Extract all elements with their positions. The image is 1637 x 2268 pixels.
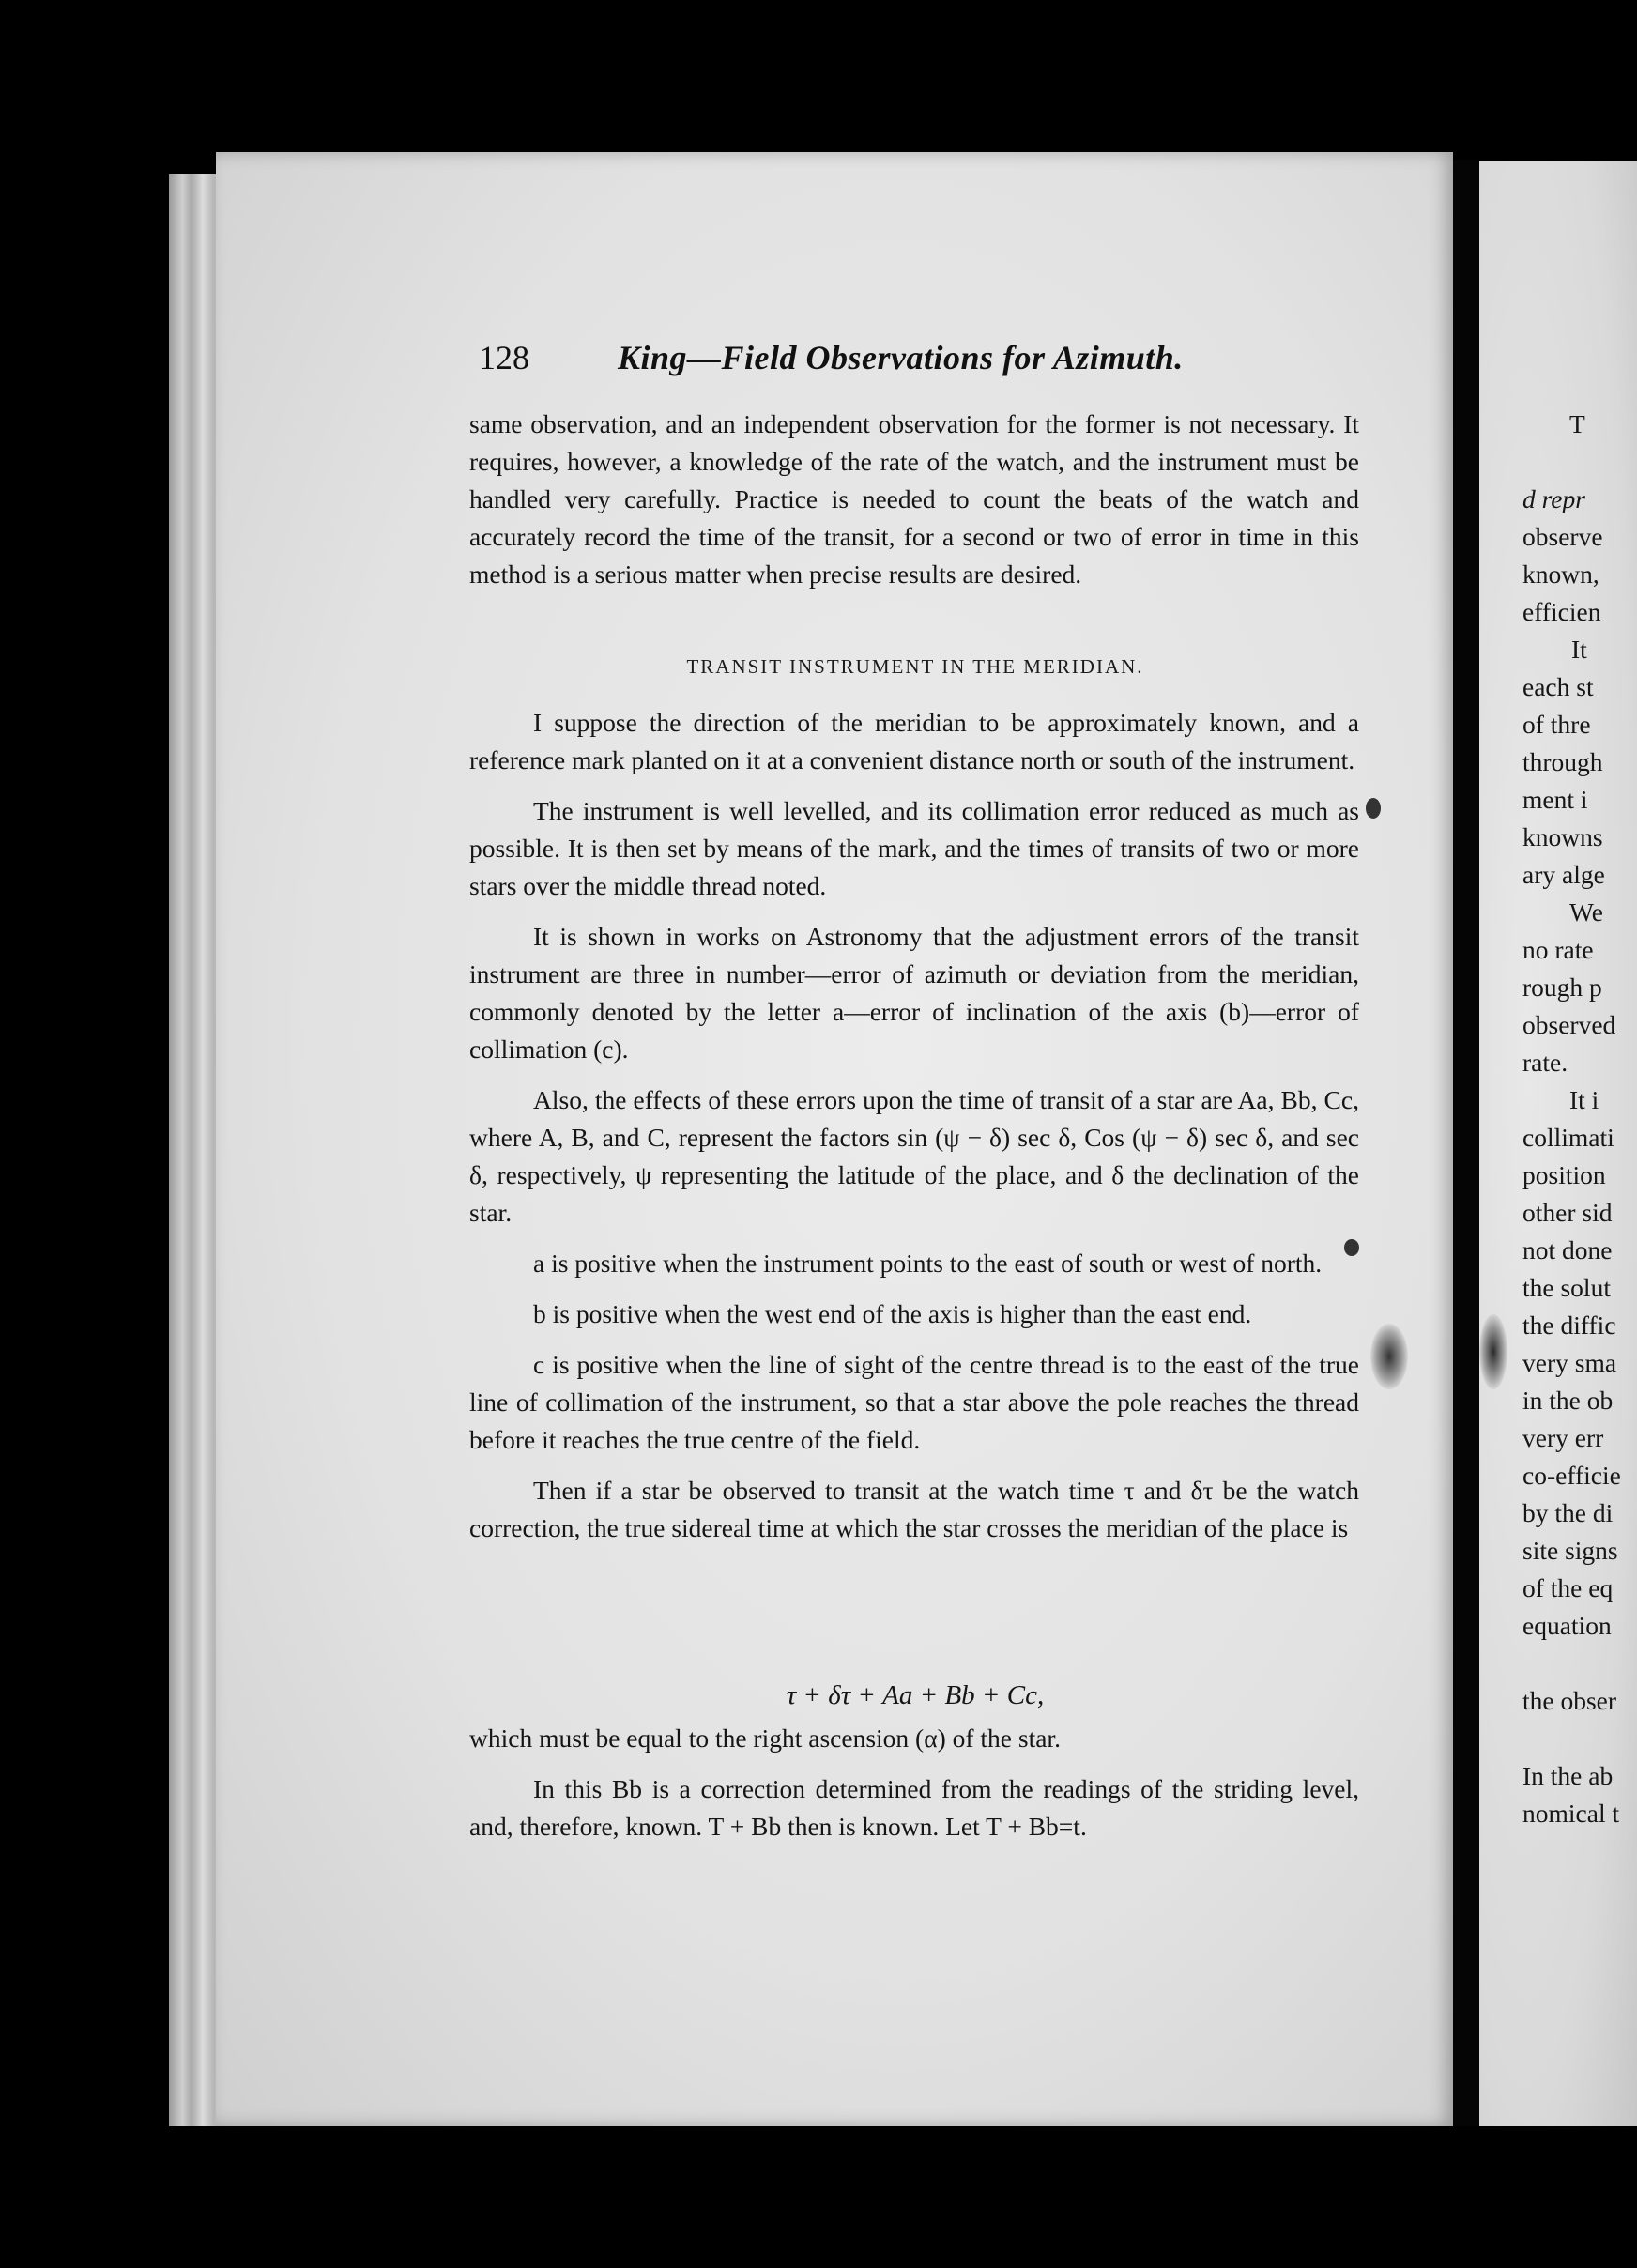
paragraph: same observation, and an independent observation for the former is not necessary. It requires, however, a knowledge of the rate of the watch, and the instrument must be handled very carefully. Practice is needed to count the beats of the watch and accurately record the time of the transit, for a second or two of error in time in this method is a serious matter when precise results are desired. (469, 409, 1359, 589)
text-line: through (1522, 747, 1603, 776)
text-line (1522, 443, 1637, 481)
text-line: not done (1522, 1235, 1613, 1264)
text-line: co-efficie (1522, 1461, 1621, 1490)
text-line: We (1569, 897, 1603, 927)
text-line: ary alge (1522, 860, 1605, 889)
ink-stain (1479, 1314, 1507, 1389)
text-line: rate. (1522, 1048, 1568, 1077)
text-block-main (469, 704, 1359, 1547)
text-line: in the ob (1522, 1386, 1614, 1415)
text-line: knowns (1522, 822, 1603, 851)
paragraph: In this Bb is a correction determined from the readings of the striding level, and, therefore, known. T + Bb then is known. Let T + Bb=t. (469, 1774, 1359, 1841)
text-line: It (1571, 635, 1587, 664)
text-line: of the eq (1522, 1573, 1614, 1602)
text-line: very sma (1522, 1348, 1617, 1377)
text-line: the diffic (1522, 1310, 1616, 1340)
text-line: rough p (1522, 973, 1602, 1002)
paragraph: Then if a star be observed to transit at the watch time τ and δτ be the watch correction, the true sidereal time at which the star crosses the meridian of the place is (469, 1476, 1359, 1542)
text-line: observed (1522, 1010, 1616, 1039)
text-line: It i (1569, 1085, 1599, 1114)
paragraph: I suppose the direction of the meridian to be approximately known, and a reference mark planted on it at a convenient distance north or south of the instrument. (469, 708, 1359, 774)
text-block-continuation (469, 406, 1359, 593)
ink-stain (1370, 1324, 1408, 1389)
text-line: the obser (1522, 1686, 1617, 1715)
text-line: the solut (1522, 1273, 1611, 1302)
text-line: other sid (1522, 1198, 1613, 1227)
running-title: King—Field Observations for Azimuth. (618, 339, 1184, 376)
text-line: observe (1522, 522, 1603, 551)
paragraph: The instrument is well levelled, and its collimation error reduced as much as possible. It is then set by means of the mark, and the times of transits of two or more stars over the middle thread noted. (469, 796, 1359, 900)
text-line (1522, 1645, 1637, 1682)
text-line: site signs (1522, 1536, 1618, 1565)
text-line (1522, 1720, 1637, 1757)
book-gutter (1453, 160, 1479, 2126)
text-line: d repr (1522, 484, 1585, 513)
paragraph: It is shown in works on Astronomy that the adjustment errors of the transit instrument are three in number—error of azimuth or deviation from the meridian, commonly denoted by the letter a—error of inclination of the axis (b)—error of collimation (c). (469, 922, 1359, 1064)
paragraph: Also, the effects of these errors upon the time of transit of a star are Aa, Bb, Cc, where A, B, and C, represent the factors sin (ψ − δ) sec δ, Cos (ψ − δ) sec δ, and sec δ, respectively, ψ representing the latitude of the place, and δ the declination of the star. (469, 1085, 1359, 1227)
text-line: very err (1522, 1423, 1604, 1452)
paragraph: which must be equal to the right ascension (α) of the star. (469, 1724, 1061, 1753)
text-line: collimati (1522, 1123, 1614, 1152)
text-line: efficien (1522, 597, 1601, 626)
text-line: nomical t (1522, 1799, 1620, 1828)
text-line: no rate (1522, 935, 1594, 964)
paragraph: a is positive when the instrument points to the east of south or west of north. (533, 1249, 1323, 1278)
page-number: 128 (479, 339, 529, 376)
right-page-text (1522, 406, 1637, 1832)
text-line: known, (1522, 559, 1599, 589)
text-line: by the di (1522, 1498, 1614, 1527)
text-line: In the ab (1522, 1761, 1614, 1790)
paragraph: c is positive when the line of sight of the centre thread is to the east of the true line of collimation of the instrument, so that a star above the pole reaches the thread before it reaches the true centre of the field. (469, 1350, 1359, 1454)
text-line: position (1522, 1160, 1606, 1189)
paragraph: b is positive when the west end of the axis is higher than the east end. (533, 1299, 1252, 1328)
text-line: each st (1522, 672, 1594, 701)
text-block-end (469, 1720, 1359, 1846)
text-line: T (1569, 409, 1585, 438)
page-header (479, 338, 1323, 394)
text-line: ment i (1522, 785, 1588, 814)
text-line: equation (1522, 1611, 1612, 1640)
text-line: of thre (1522, 710, 1591, 739)
ink-spot (1366, 798, 1381, 819)
equation: τ + δτ + Aa + Bb + Cc, (786, 1680, 1045, 1710)
section-heading: TRANSIT INSTRUMENT IN THE MERIDIAN. (686, 655, 1144, 678)
